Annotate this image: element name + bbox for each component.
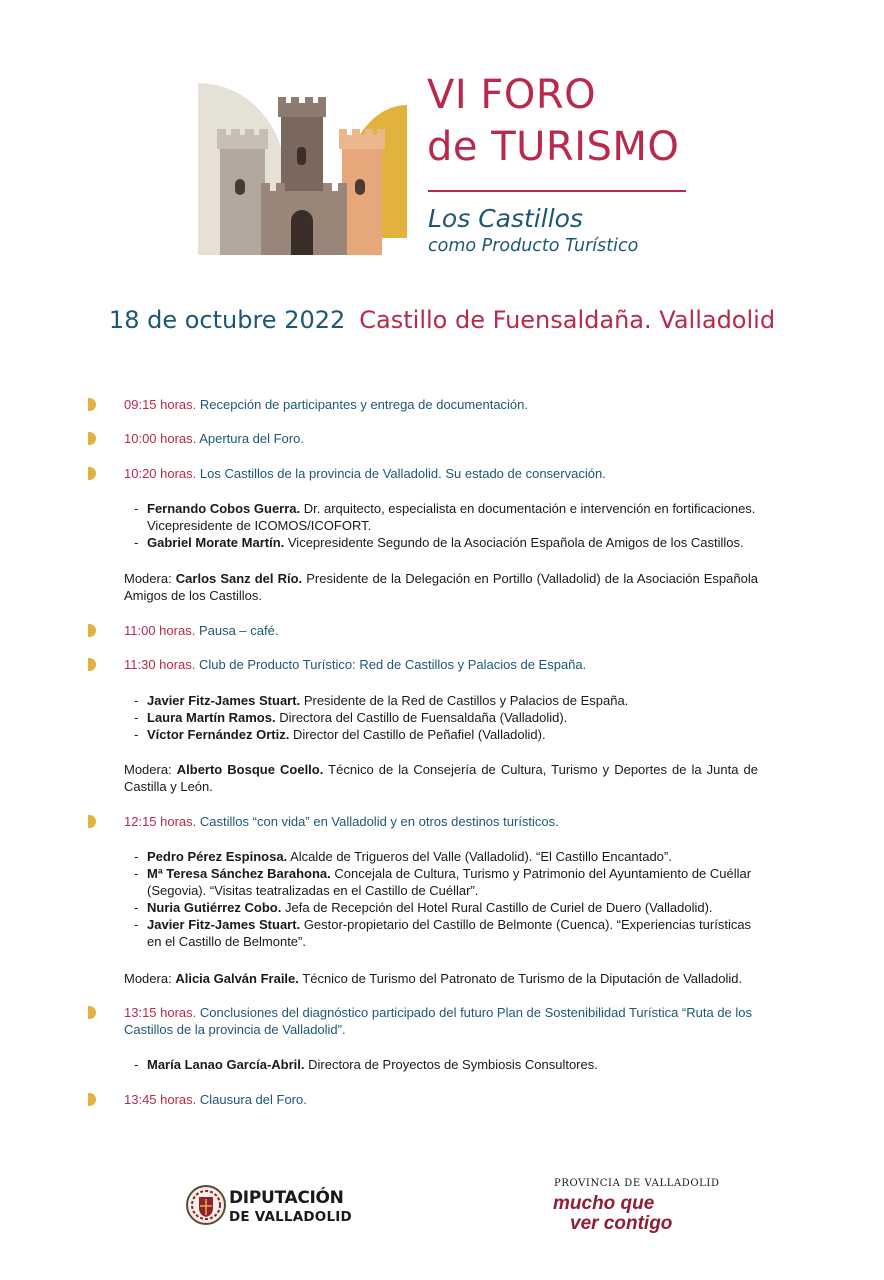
slogan-line1: mucho que [553,1193,655,1214]
moderator-label: Modera: [124,971,172,986]
speaker-role: Gestor-propietario del Castillo de Belmonte (Cuenca). “Experiencias turísticas en el Castillo de Belmonte”. [147,917,752,949]
speaker-name: Gabriel Morate Martín. [147,535,285,550]
moderator-label: Modera: [124,762,172,777]
bullet-icon [88,1093,96,1106]
diputacion-logo [185,1184,352,1230]
moderator-role: Técnico de la Consejería de Cultura, Turismo y Deportes de la Junta de Castilla y León. [124,762,758,794]
speaker-name: Javier Fitz-James Stuart. [147,917,301,932]
speaker-list [134,692,758,743]
speaker [134,692,758,709]
speaker-list [134,500,758,551]
speaker-role: Dr. arquitecto, especialista en documentación e intervención en fortificaciones. Vicepresidente de ICOMOS/ICOFORT. [147,501,756,533]
title-divider [428,190,686,192]
agenda-time: 11:00 horas. [124,623,196,638]
moderator [124,970,758,987]
bullet-icon [88,815,96,828]
moderator-name: Alicia Galván Fraile. [175,971,299,986]
bullet-icon [88,467,96,480]
speaker-name: María Lanao García-Abril. [147,1057,305,1072]
speaker [134,899,758,916]
speaker-role: Director del Castillo de Peñafiel (Valladolid). [292,727,546,742]
event-place: Castillo de Fuensaldaña. Valladolid [359,306,776,334]
agenda-item [124,465,758,482]
speaker [134,534,758,551]
bullet-icon [88,432,96,445]
speaker-name: Pedro Pérez Espinosa. [147,849,288,864]
agenda-item [124,813,758,830]
speaker-name: Javier Fitz-James Stuart. [147,693,301,708]
agenda-item [124,396,758,413]
moderator-role: Técnico de Turismo del Patronato de Turismo de la Diputación de Valladolid. [302,971,743,986]
speaker-name: Mª Teresa Sánchez Barahona. [147,866,331,881]
forum-title-line1: VI FORO [427,72,597,118]
speaker [134,726,758,743]
moderator-name: Carlos Sanz del Río. [175,571,303,586]
agenda-desc: Apertura del Foro. [199,431,304,446]
diputacion-line2: DE VALLADOLID [229,1209,352,1225]
agenda-time: 12:15 horas. [124,814,197,829]
slogan-line2: ver contigo [570,1213,673,1234]
agenda-desc: Conclusiones del diagnóstico participado del futuro Plan de Sostenibilidad Turística “Ruta de los Castillos de la provincia de Valladolid”. [124,1005,753,1037]
speaker-name: Nuria Gutiérrez Cobo. [147,900,282,915]
agenda-desc: Clausura del Foro. [199,1092,307,1107]
speaker-name: Laura Martín Ramos. [147,710,276,725]
bullet-icon [88,1006,96,1019]
agenda-desc: Club de Producto Turístico: Red de Castillos y Palacios de España. [198,657,587,672]
bullet-icon [88,624,96,637]
speaker [134,500,758,534]
moderator [124,570,758,604]
speaker-list [134,848,758,950]
speaker-role: Vicepresidente Segundo de la Asociación Española de Amigos de los Castillos. [287,535,744,550]
agenda-desc: Recepción de participantes y entrega de documentación. [199,397,529,412]
speaker-role: Directora de Proyectos de Symbiosis Consultores. [308,1057,598,1072]
speaker [134,709,758,726]
bullet-icon [88,398,96,411]
agenda-item [124,656,758,673]
agenda-item [124,622,758,639]
forum-subtitle-line1: Los Castillos [428,204,583,233]
moderator-name: Alberto Bosque Coello. [176,762,324,777]
forum-subtitle-line2: como Producto Turístico [428,236,639,256]
speaker-role: Concejala de Cultura, Turismo y Patrimonio del Ayuntamiento de Cuéllar (Segovia). “Visitas teatralizadas en el Castillo de Cuéllar”. [147,866,752,898]
moderator-label: Modera: [124,571,172,586]
event-date: 18 de octubre 2022 [108,306,346,334]
diputacion-line1: DIPUTACIÓN [229,1188,344,1208]
agenda-time: 11:30 horas. [124,657,196,672]
speaker-role: Directora del Castillo de Fuensaldaña (Valladolid). [279,710,568,725]
moderator-role: Presidente de la Delegación en Portillo (Valladolid) de la Asociación Española Amigos de los Castillos. [124,571,758,603]
speaker [134,865,758,899]
coat-of-arms-icon [185,1184,227,1226]
moderator [124,761,758,795]
speaker [134,916,758,950]
agenda-item [124,430,758,447]
speaker-role: Jefa de Recepción del Hotel Rural Castillo de Curiel de Duero (Valladolid). [284,900,713,915]
speaker [134,848,758,865]
bullet-icon [88,658,96,671]
event-dateline [0,306,884,334]
agenda-item [124,1004,758,1038]
agenda-time: 10:00 horas. [124,431,197,446]
agenda-item [124,1091,758,1108]
agenda-desc: Los Castillos de la provincia de Valladolid. Su estado de conservación. [199,466,606,481]
agenda-time: 13:45 horas. [124,1092,197,1107]
speaker-name: Víctor Fernández Ortiz. [147,727,290,742]
agenda-time: 10:20 horas. [124,466,197,481]
provincia-label: PROVINCIA DE VALLADOLID [554,1178,720,1189]
forum-title-line2: de TURISMO [427,124,680,170]
agenda-time: 09:15 horas. [124,397,197,412]
agenda-desc: Pausa – café. [198,623,279,638]
speaker-role: Presidente de la Red de Castillos y Palacios de España. [303,693,629,708]
speaker [134,1056,758,1073]
speaker-name: Fernando Cobos Guerra. [147,501,301,516]
speaker-list [134,1056,758,1073]
speaker-role: Alcalde de Trigueros del Valle (Valladolid). “El Castillo Encantado”. [290,849,672,864]
castle-logo [195,75,410,260]
agenda-desc: Castillos “con vida” en Valladolid y en otros destinos turísticos. [199,814,559,829]
agenda-time: 13:15 horas. [124,1005,197,1020]
